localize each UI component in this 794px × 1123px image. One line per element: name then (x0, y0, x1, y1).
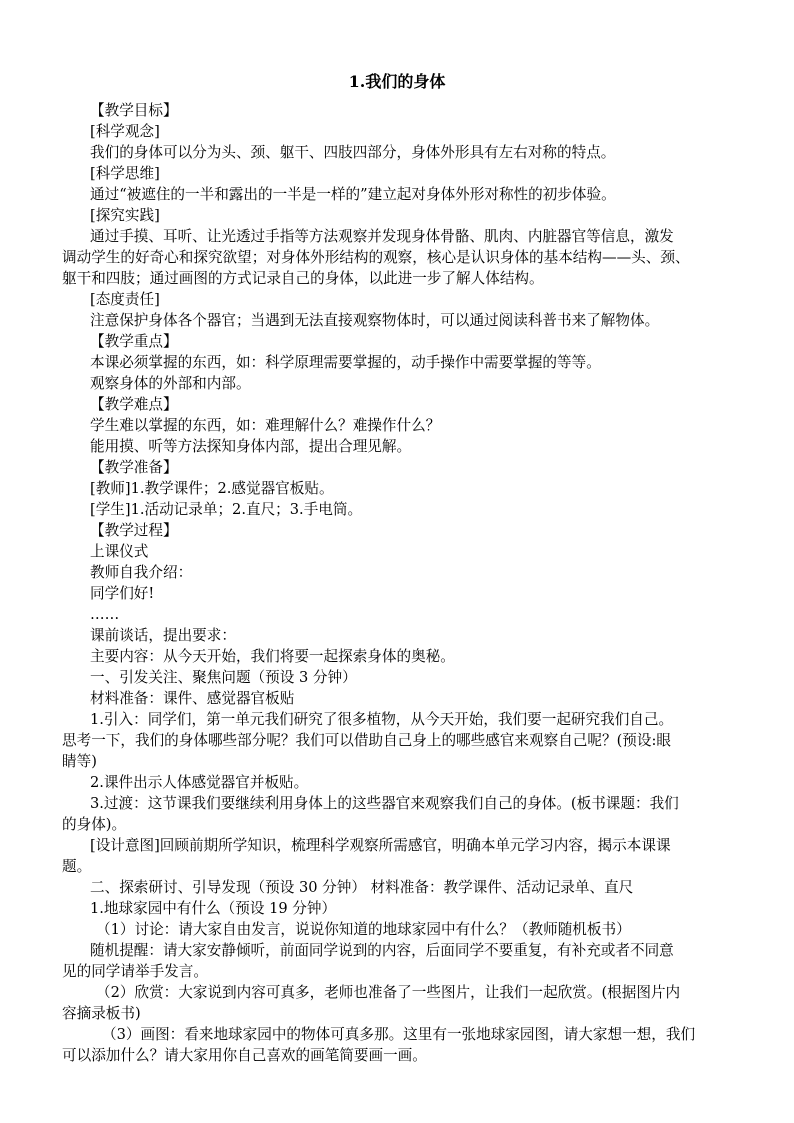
text-line: （1）讨论：请大家自由发言，说说你知道的地球家园中有什么？（教师随机板书） (96, 921, 631, 938)
text-line: [态度责任] (90, 291, 160, 308)
text-line: 思考一下，我们的身体哪些部分呢？我们可以借助自己身上的哪些感官来观察自己呢？(预设:眼 (62, 732, 671, 749)
text-line: 容摘录板书) (62, 1005, 141, 1022)
text-line: [学生]1.活动记录单；2.直尺；3.手电筒。 (90, 501, 363, 518)
text-line: [探究实践] (90, 207, 160, 224)
text-line: 通过手摸、耳听、让光透过手指等方法观察并发现身体骨骼、肌肉、内脏器官等信息，激发 (90, 228, 674, 245)
text-line: 上课仪式 (90, 543, 149, 560)
text-line: 【教学目标】 (90, 102, 178, 119)
text-line: 随机提醒：请大家安静倾听，前面同学说到的内容，后面同学不要重复，有补充或者不同意 (90, 942, 674, 959)
text-line: 可以添加什么？请大家用你自己喜欢的画笔简要画一画。 (62, 1047, 427, 1064)
text-line: 教师自我介绍： (90, 564, 193, 581)
text-line: 我们的身体可以分为头、颈、躯干、四肢四部分，身体外形具有左右对称的特点。 (90, 144, 616, 161)
document-body (62, 100, 738, 1066)
text-line: 学生难以掌握的东西，如：难理解什么？难操作什么？ (90, 417, 441, 434)
text-line: [科学观念] (90, 123, 160, 140)
text-line: 同学们好! (90, 585, 155, 602)
text-line: 二、探索研讨、引导发现（预设 30 分钟） 材料准备：教学课件、活动记录单、直尺 (90, 879, 634, 896)
text-line: 3.过渡：这节课我们要继续利用身体上的这些器官来观察我们自己的身体。(板书课题：我们 (90, 795, 679, 812)
text-line: 课前谈话，提出要求： (90, 627, 236, 644)
text-line: [设计意图]回顾前期所学知识，梳理科学观察所需感官，明确本单元学习内容，揭示本课课 (90, 837, 671, 854)
text-line: 题。 (62, 858, 92, 875)
text-line: 一、引发关注、聚焦问题（预设 3 分钟） (90, 669, 357, 686)
text-line: [科学思维] (90, 165, 160, 182)
text-line: 【教学过程】 (90, 522, 178, 539)
text-line: 躯干和四肢；通过画图的方式记录自己的身体，以此进一步了解人体结构。 (62, 270, 544, 287)
text-line: （2）欣赏：大家说到内容可真多，老师也准备了一些图片，让我们一起欣赏。(根据图片内 (96, 984, 681, 1001)
text-line: （3）画图：看来地球家园中的物体可真多那。这里有一张地球家园图，请大家想一想，我们 (102, 1026, 696, 1043)
text-line: 的身体)。 (62, 816, 127, 833)
text-line: …… (90, 606, 120, 623)
document-title: 1.我们的身体 (348, 72, 446, 91)
text-line: 通过“被遮住的一半和露出的一半是一样的”建立起对身体外形对称性的初步体验。 (90, 186, 616, 203)
text-line: 【教学重点】 (90, 333, 178, 350)
text-line: 1.地球家园中有什么（预设 19 分钟） (90, 900, 337, 917)
text-line: 调动学生的好奇心和探究欲望；对身体外形结构的观察，核心是认识身体的基本结构——头、颈、 (62, 249, 690, 266)
text-line: 注意保护身体各个器官；当遇到无法直接观察物体时，可以通过阅读科普书来了解物体。 (90, 312, 660, 329)
text-line: 能用摸、听等方法探知身体内部，提出合理见解。 (90, 438, 412, 455)
text-line: [教师]1.教学课件；2.感觉器官板贴。 (90, 480, 334, 497)
text-line: 1.引入：同学们，第一单元我们研究了很多植物，从今天开始，我们要一起研究我们自己。 (90, 711, 674, 728)
text-line: 观察身体的外部和内部。 (90, 375, 251, 392)
text-line: 【教学难点】 (90, 396, 178, 413)
text-line: 见的同学请举手发言。 (62, 963, 208, 980)
text-line: 材料准备：课件、感觉器官板贴 (90, 690, 295, 707)
text-line: 2.课件出示人体感觉器官并板贴。 (90, 774, 309, 791)
text-line: 睛等) (62, 753, 97, 770)
text-line: 【教学准备】 (90, 459, 178, 476)
text-line: 本课必须掌握的东西，如：科学原理需要掌握的，动手操作中需要掌握的等等。 (90, 354, 601, 371)
text-line: 主要内容：从今天开始，我们将要一起探索身体的奥秘。 (90, 648, 455, 665)
